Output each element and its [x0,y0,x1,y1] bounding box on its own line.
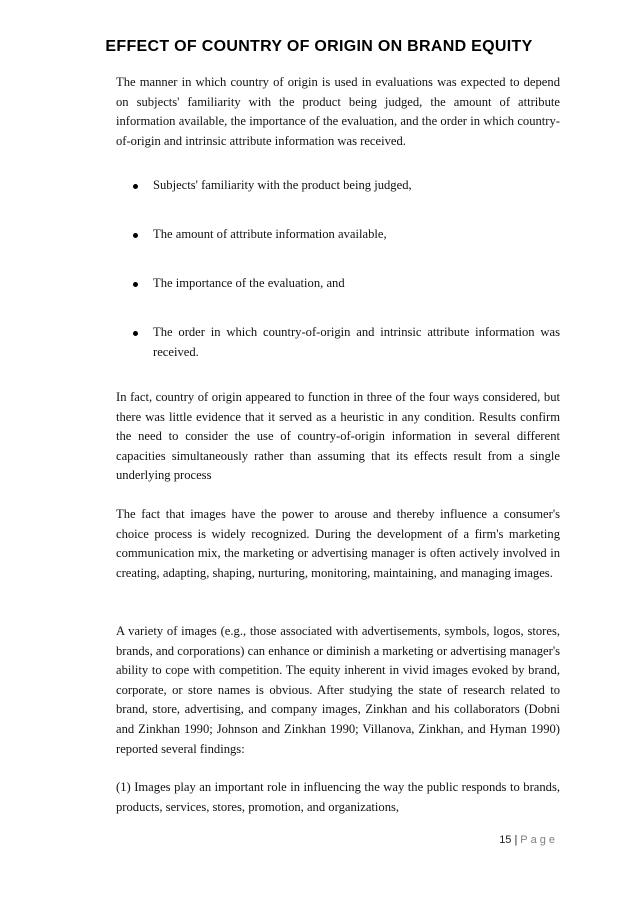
bullet-text: Subjects' familiarity with the product being judged, [153,178,412,192]
page-label: Page [520,834,558,846]
bullet-dot-icon [133,331,138,336]
bullet-text: The order in which country-of-origin and intrinsic attribute information was received. [153,325,560,359]
body-paragraph: In fact, country of origin appeared to function in three of the four ways considered, but there was little evidence that it served as a heuristic in any condition. Results confirm the need to consider the use of country-of-origin information in several different capacities simultaneously rather than assuming that its effects result from a single underlying process [116,390,560,483]
bullet-item [130,323,560,362]
bullet-dot-icon [133,282,138,287]
body-paragraph: The fact that images have the power to arouse and thereby influence a consumer's choice process is widely recognized. During the development of a firm's marketing communication mix, the marketing or advertising manager is often actively involved in creating, adapting, shaping, nurturing, monitoring, maintaining, and managing images. [116,507,560,580]
body-paragraph: A variety of images (e.g., those associated with advertisements, symbols, logos, stores, brands, and corporations) can enhance or diminish a marketing or advertising manager's ability to cope with competition. The equity inherent in vivid images evoked by brand, corporate, or store names is obvious. After studying the state of research related to brand, store, advertising, and company images, Zinkhan and his collaborators (Dobni and Zinkhan 1990; Johnson and Zinkhan 1990; Villanova, Zinkhan, and Hyman 1990) reported several findings: [116,624,560,756]
bullet-item [130,176,560,196]
bullet-item [130,225,560,245]
page-footer [499,834,558,846]
bullet-dot-icon [133,184,138,189]
bullet-dot-icon [133,233,138,238]
bullet-item [130,274,560,294]
bullet-text: The amount of attribute information available, [153,227,387,241]
body-paragraph: (1) Images play an important role in influencing the way the public responds to brands, products, services, stores, promotion, and organizations, [116,780,560,814]
page-title: EFFECT OF COUNTRY OF ORIGIN ON BRAND EQUITY [105,38,533,55]
page-number: 15 [499,834,512,846]
intro-paragraph: The manner in which country of origin is used in evaluations was expected to depend on subjects' familiarity with the product being judged, the amount of attribute information available, the importance of the evaluation, and the order in which country-of-origin and intrinsic attribute information was received. [116,75,560,148]
bullet-text: The importance of the evaluation, and [153,276,345,290]
page-separator: | [514,834,518,846]
